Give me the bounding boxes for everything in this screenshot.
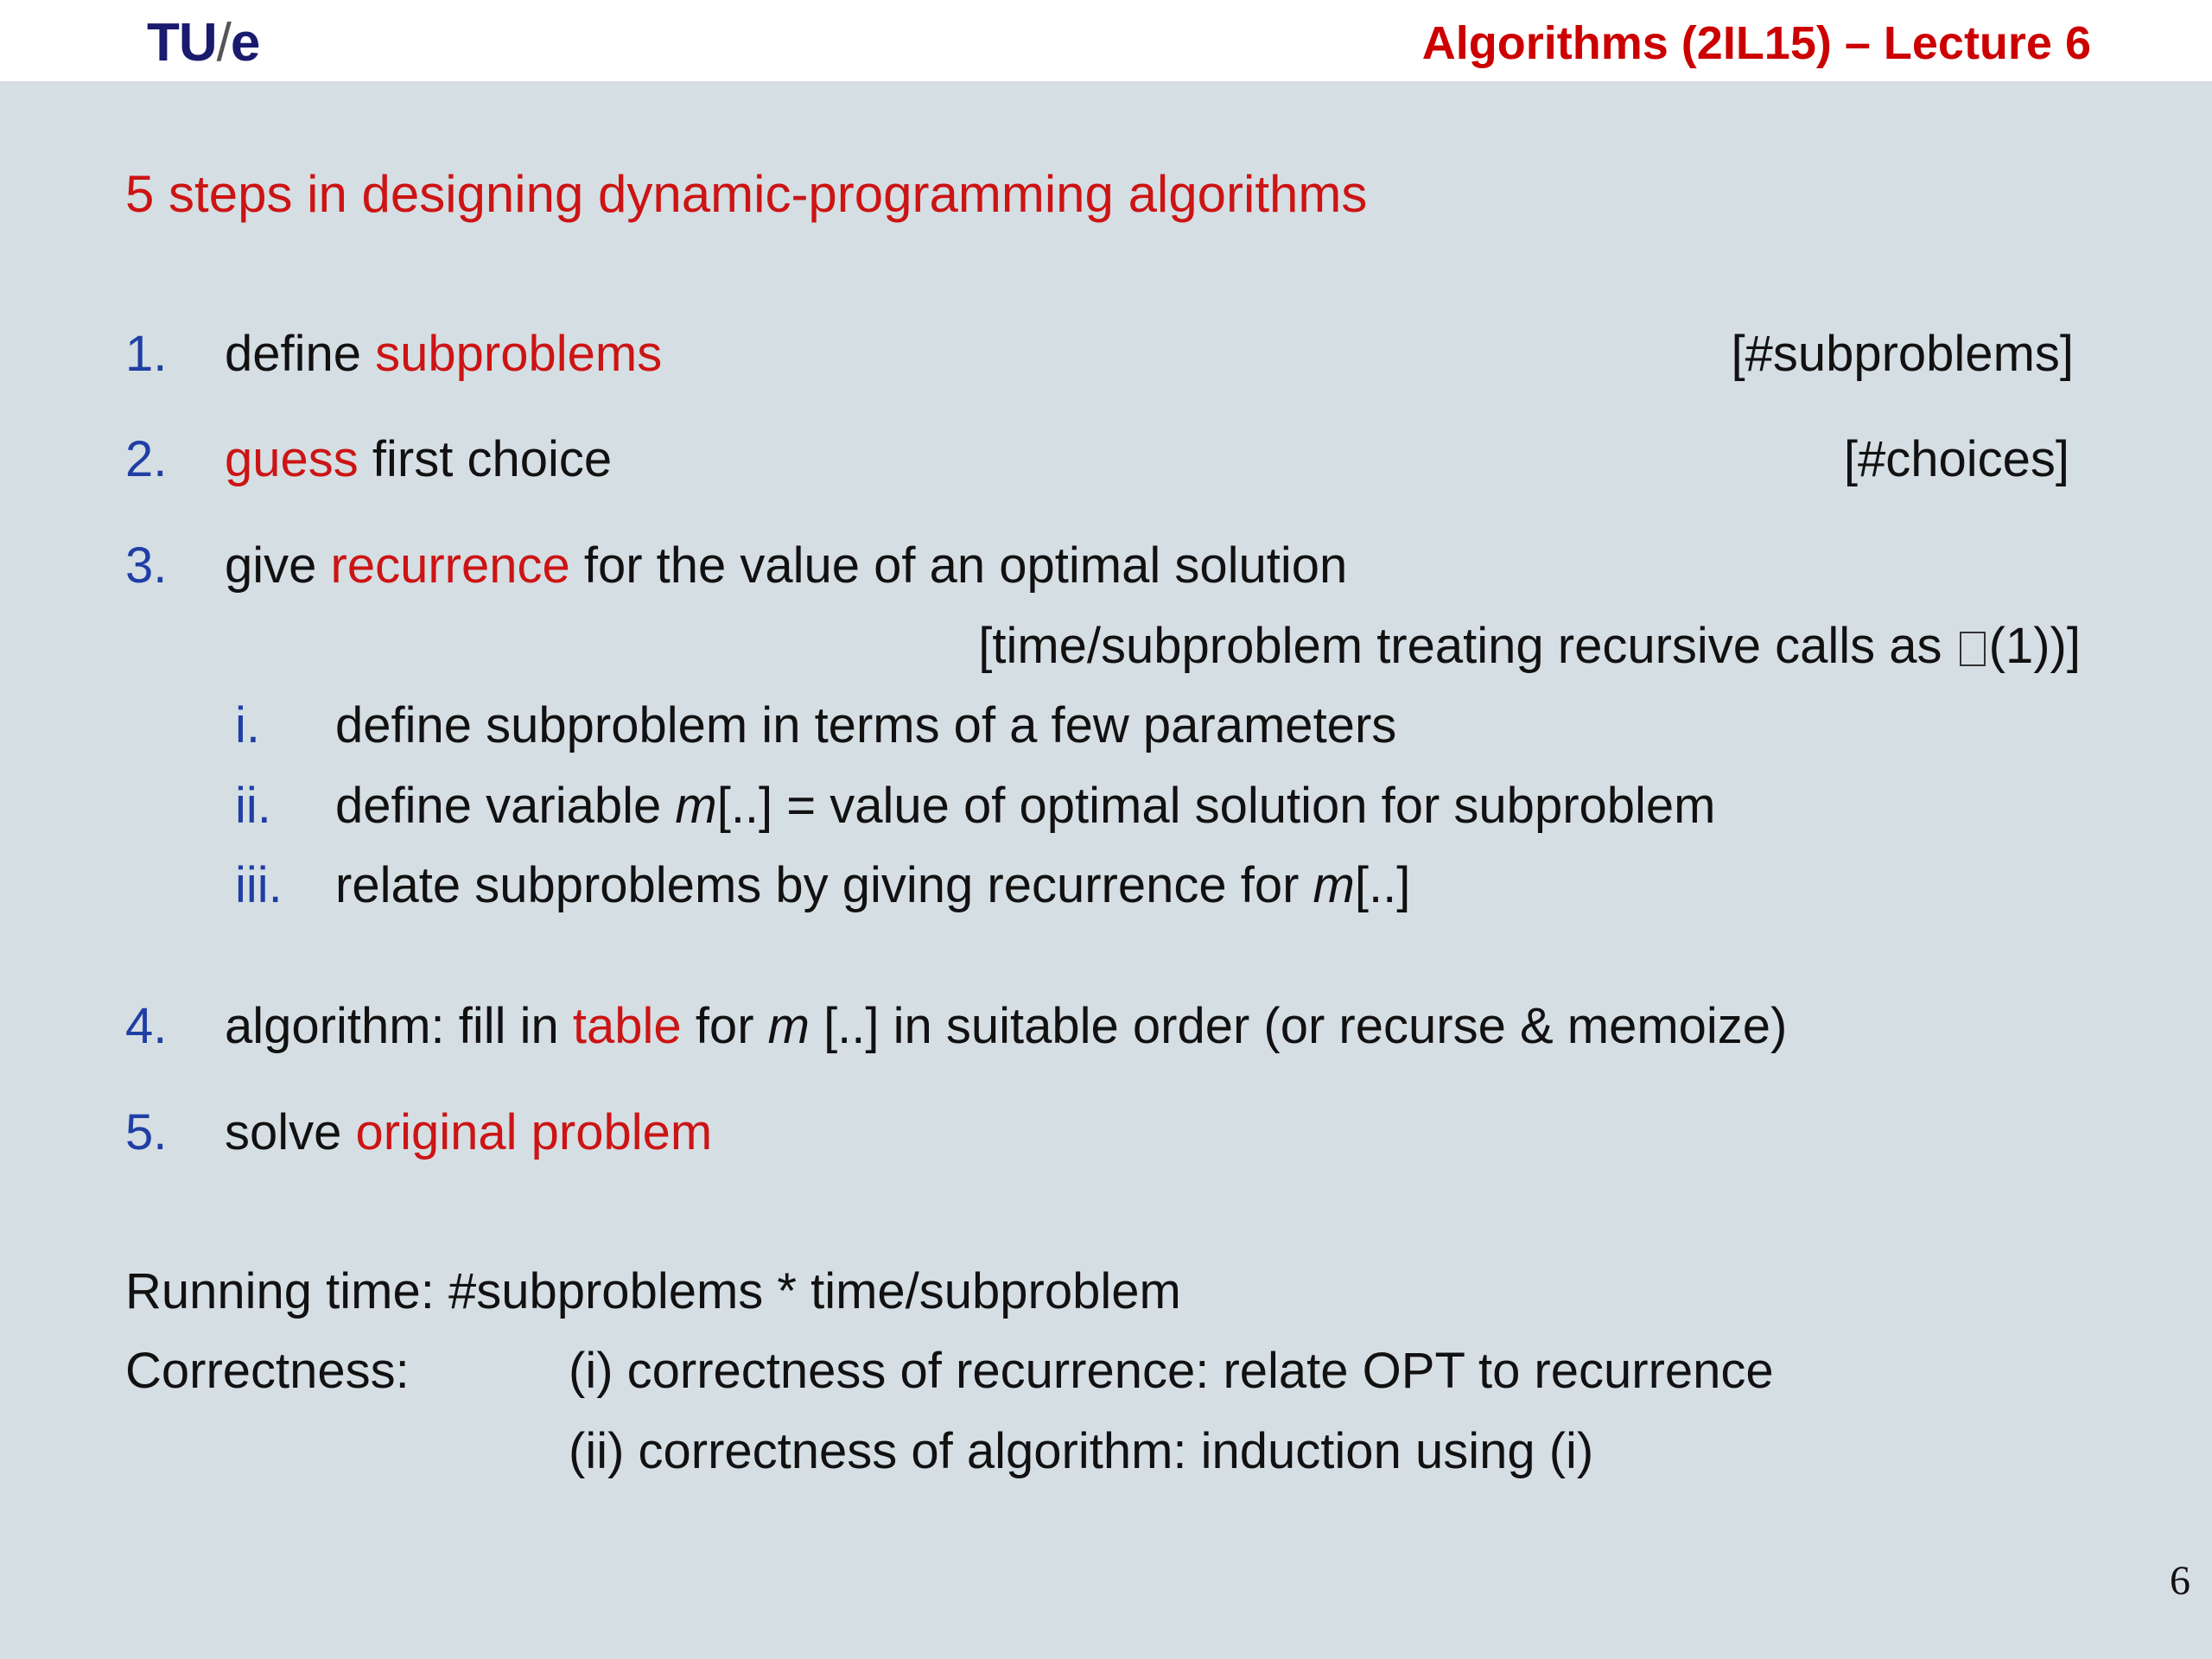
step-2-highlight: guess bbox=[225, 431, 359, 487]
correctness-item-2: (ii) correctness of algorithm: induction using (i) bbox=[569, 1423, 1594, 1479]
page-number: 6 bbox=[2170, 1558, 2190, 1604]
step-2-number: 2. bbox=[125, 431, 168, 487]
step-3-number: 3. bbox=[125, 537, 168, 594]
substep-i-text: define subproblem in terms of a few parameters bbox=[335, 697, 1397, 753]
substep-ii-number: ii. bbox=[235, 778, 271, 834]
step-4-pre: algorithm: fill in bbox=[225, 998, 573, 1054]
step-3-highlight: recurrence bbox=[330, 537, 570, 594]
substep-i-number: i. bbox=[235, 697, 260, 753]
logo-e: e bbox=[230, 13, 260, 73]
correctness-item-1: (i) correctness of recurrence: relate OPT to recurrence bbox=[569, 1343, 1774, 1399]
step-4-post-b: [..] in suitable order (or recurse & memoize) bbox=[809, 998, 1788, 1054]
step-5-number: 5. bbox=[125, 1104, 168, 1160]
substep-ii-pre: define variable bbox=[335, 778, 676, 834]
logo-tu: TU bbox=[147, 13, 217, 73]
step-1-cost: [#subproblems] bbox=[1731, 326, 2074, 382]
step-4-highlight: table bbox=[572, 998, 682, 1054]
substep-iii-m: m bbox=[1313, 857, 1355, 913]
step-5-highlight: original problem bbox=[355, 1104, 713, 1160]
course-title: Algorithms (2IL15) – Lecture 6 bbox=[1421, 17, 2091, 69]
substep-iii-pre: relate subproblems by giving recurrence for bbox=[335, 857, 1313, 913]
step-2-text bbox=[225, 429, 612, 490]
slide-title: 5 steps in designing dynamic-programming algorithms bbox=[125, 165, 1368, 223]
missing-glyph-box bbox=[1960, 632, 1986, 666]
correctness-label: Correctness: bbox=[125, 1343, 410, 1399]
step-2-cost: [#choices] bbox=[1843, 431, 2069, 487]
step-4-post-a: for bbox=[681, 998, 768, 1054]
step-5-pre: solve bbox=[225, 1104, 356, 1160]
tue-logo bbox=[147, 10, 259, 76]
substep-iii-number: iii. bbox=[235, 857, 283, 913]
step-3-post: for the value of an optimal solution bbox=[569, 537, 1348, 594]
step-1-pre: define bbox=[225, 326, 376, 382]
step-5-text bbox=[225, 1103, 712, 1163]
step-3-text bbox=[225, 536, 1347, 596]
running-time: Running time: #subproblems * time/subproblem bbox=[125, 1263, 1181, 1319]
header-bar bbox=[0, 0, 2212, 81]
logo-slash: / bbox=[216, 13, 231, 73]
step-3-cost bbox=[978, 616, 2081, 677]
substep-iii-text bbox=[335, 855, 1410, 916]
substep-ii-m: m bbox=[675, 778, 717, 834]
step-4-text bbox=[225, 996, 1787, 1057]
step-3-cost-post: (1))] bbox=[1988, 618, 2081, 674]
step-4-number: 4. bbox=[125, 998, 168, 1054]
step-3-cost-pre: [time/subproblem treating recursive calls as bbox=[978, 618, 1956, 674]
substep-iii-post: [..] bbox=[1354, 857, 1411, 913]
step-1-number: 1. bbox=[125, 326, 168, 382]
step-1-highlight: subproblems bbox=[375, 326, 663, 382]
step-2-post: first choice bbox=[358, 431, 613, 487]
substep-ii-text bbox=[335, 776, 1715, 836]
step-1-text bbox=[225, 324, 662, 385]
step-3-pre: give bbox=[225, 537, 331, 594]
substep-ii-post: [..] = value of optimal solution for subproblem bbox=[716, 778, 1716, 834]
step-4-m: m bbox=[767, 998, 810, 1054]
